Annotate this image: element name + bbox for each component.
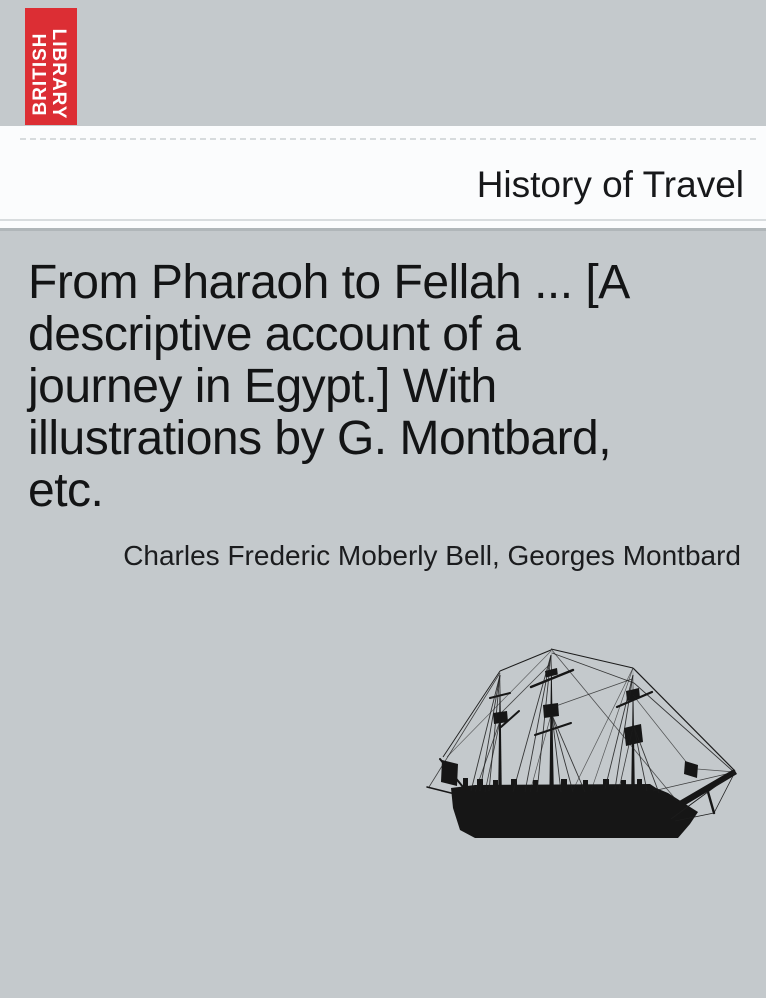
sailing-ship-silhouette-icon xyxy=(415,635,750,845)
title-line: descriptive account of a xyxy=(28,308,521,361)
logo-text-british: BRITISH xyxy=(30,32,51,116)
book-title xyxy=(28,257,738,517)
title-line: From Pharaoh to Fellah ... [A xyxy=(28,256,630,309)
title-line: illustrations by G. Montbard, xyxy=(28,412,612,465)
category-label: History of Travel xyxy=(476,164,744,205)
british-library-logo xyxy=(25,8,77,125)
logo-text-library: LIBRARY xyxy=(48,28,69,119)
category-band xyxy=(0,126,766,231)
title-line: journey in Egypt.] With xyxy=(28,360,497,413)
title-line: etc. xyxy=(28,464,104,517)
light-rule xyxy=(0,219,766,221)
book-authors: Charles Frederic Moberly Bell, Georges Montbard xyxy=(123,540,741,571)
dashed-rule xyxy=(20,138,756,140)
